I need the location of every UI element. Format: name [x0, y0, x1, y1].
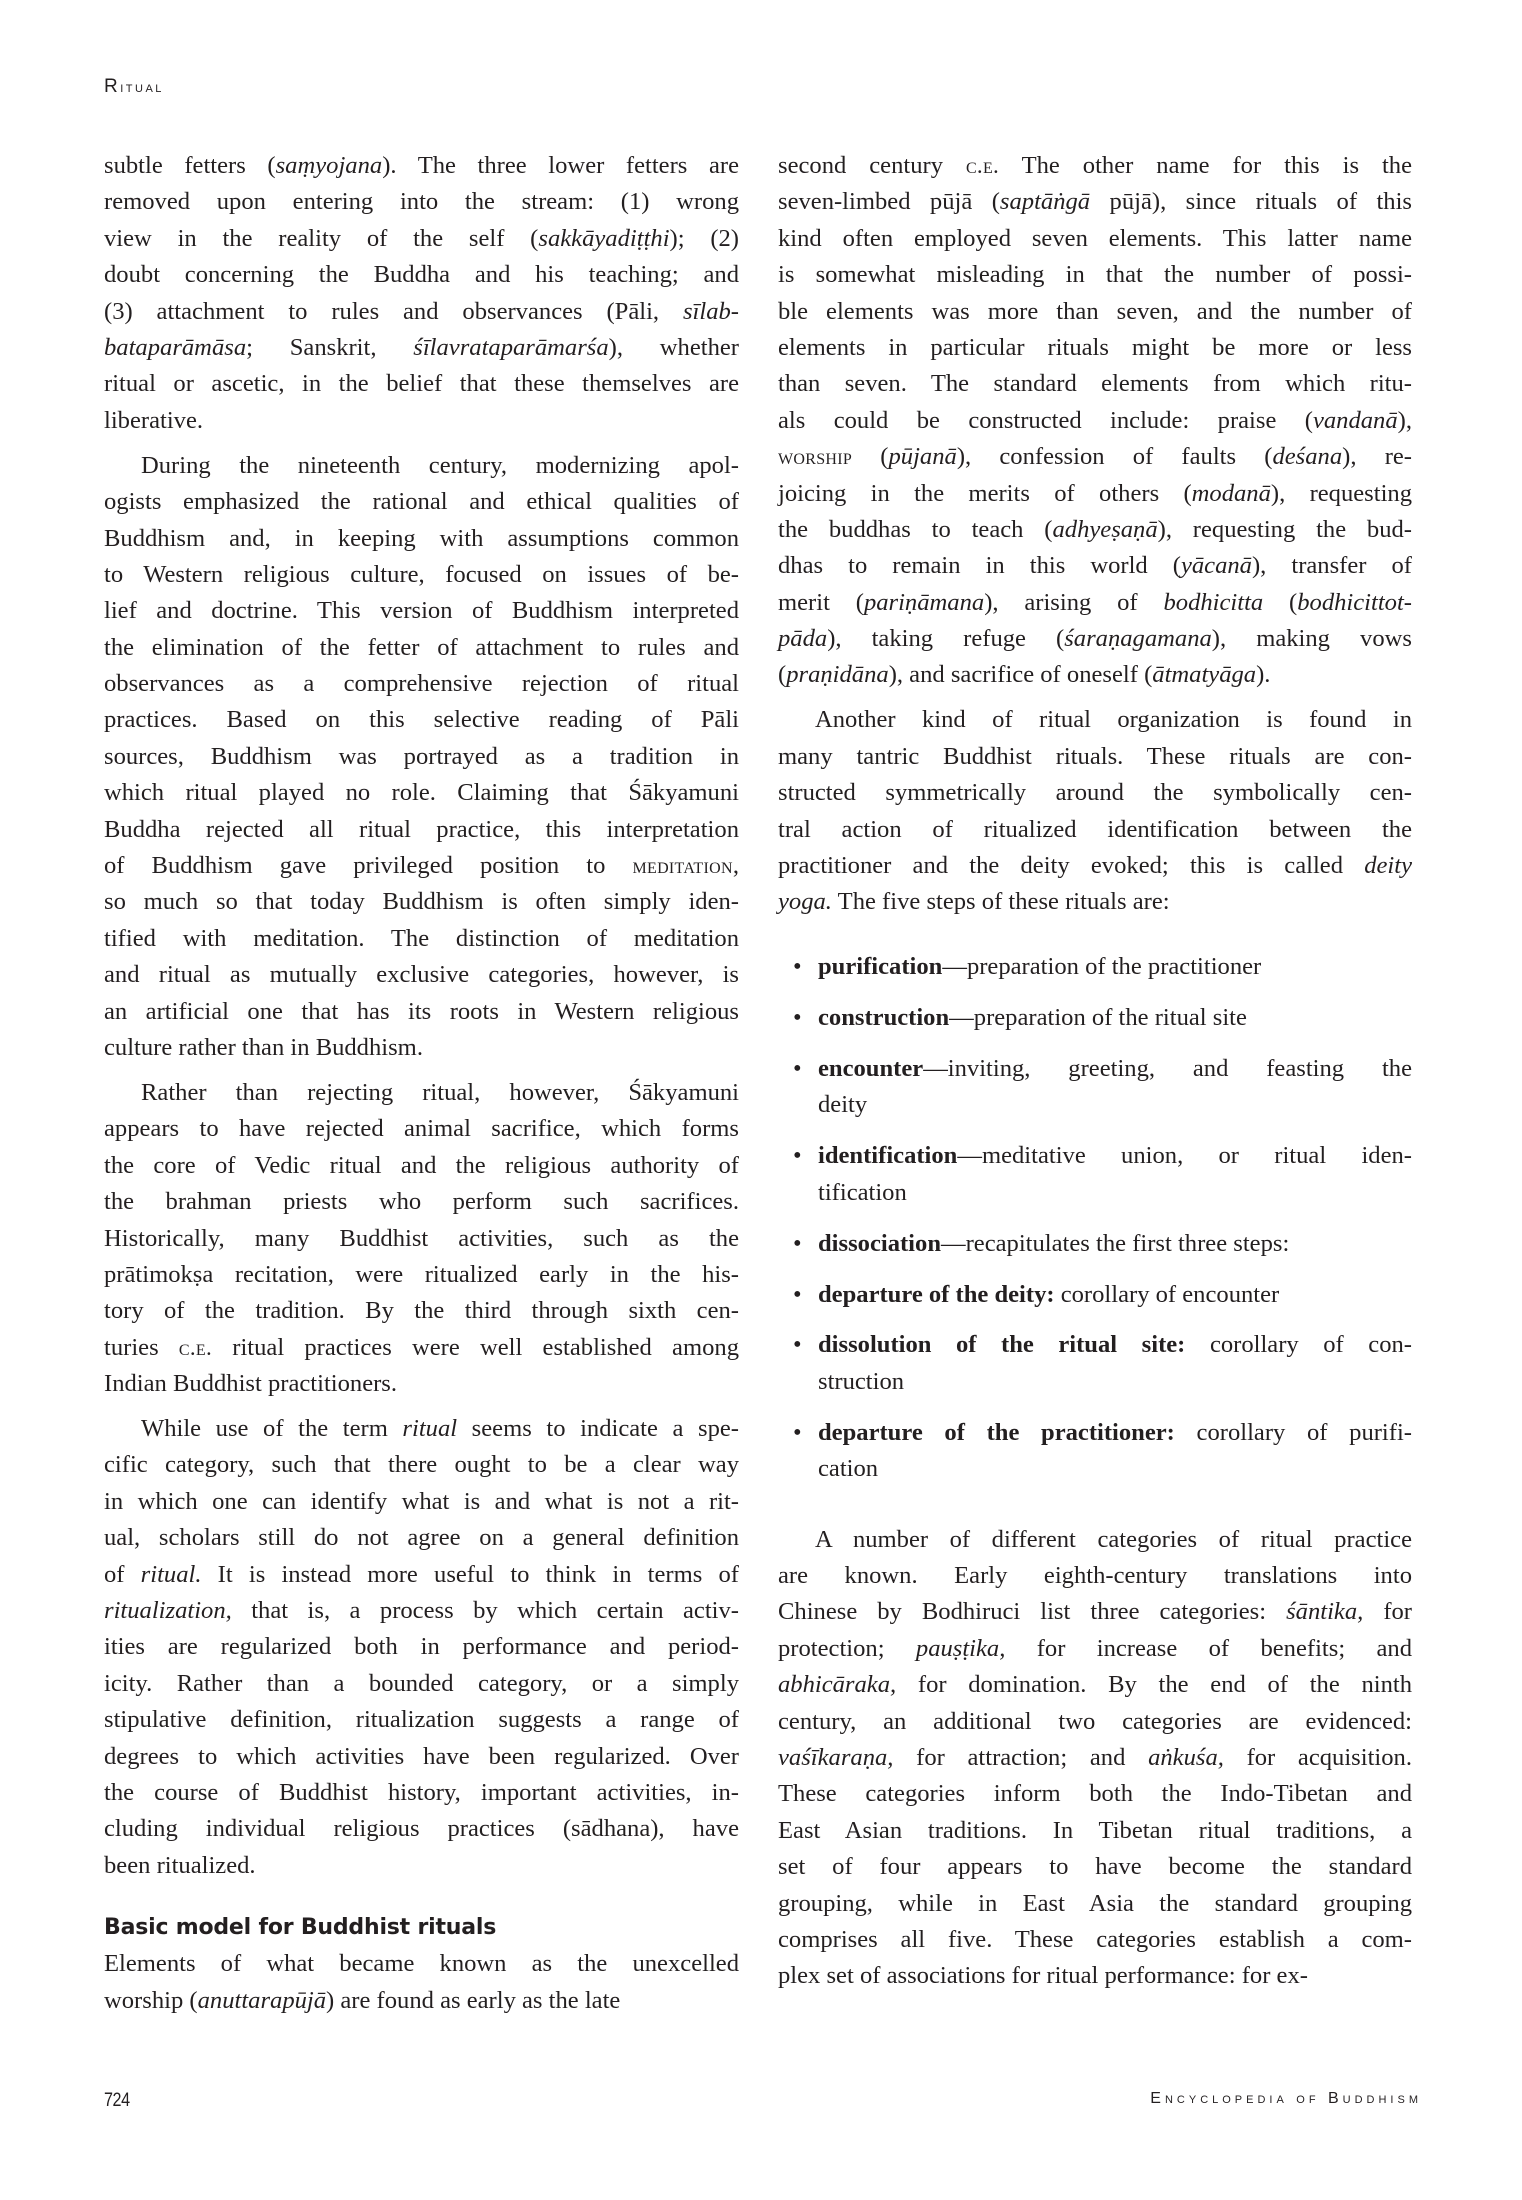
text-run: The five steps of these rituals are: — [831, 888, 1170, 916]
italic-term: abhicāraka, — [778, 1671, 897, 1699]
italic-term: deity — [1364, 852, 1412, 880]
list-item — [778, 1327, 1412, 1400]
paragraph — [104, 1946, 739, 2019]
text-run: comprises all five. These categories establish a com- — [778, 1925, 1412, 1953]
text-run: subtle fetters ( — [104, 152, 276, 179]
separator: — — [942, 952, 967, 980]
text-line — [104, 1557, 739, 1593]
step-description: struction — [818, 1367, 905, 1395]
text-run: lief and doctrine. This version of Buddhism interpreted — [104, 597, 739, 625]
text-run: for domination. By the end of the ninth — [896, 1671, 1412, 1699]
text-run: ble elements was more than seven, and the number of — [778, 297, 1412, 325]
text-run: practitioner and the deity evoked; this is called — [778, 852, 1365, 880]
text-run: ( — [778, 661, 787, 689]
text-run: Another kind of ritual organization is found in — [815, 706, 1412, 734]
list-item — [778, 1277, 1412, 1313]
text-run: prātimokṣa recitation, were ritualized early in the his- — [104, 1260, 739, 1288]
text-run: set of four appears to have become the standard — [778, 1853, 1412, 1881]
text-line — [104, 1330, 739, 1366]
text-run: degrees to which activities have been regularized. Over — [104, 1742, 739, 1770]
text-run: that is, a process by which certain activ- — [231, 1597, 739, 1625]
text-line — [104, 1257, 739, 1293]
text-line — [818, 949, 1412, 985]
step-term: construction — [818, 1003, 950, 1031]
text-run: observances as a comprehensive rejection of ritual — [104, 670, 739, 698]
step-description: preparation of the practitioner — [966, 952, 1262, 980]
text-run: culture rather than in Buddhism. — [104, 1033, 423, 1061]
text-run: been ritualized. — [104, 1851, 256, 1879]
text-line — [104, 630, 739, 666]
text-line — [104, 1946, 739, 1982]
text-run: pūjā), since rituals of this — [1090, 188, 1412, 216]
step-description: cation — [818, 1455, 879, 1483]
bullet-icon: • — [793, 952, 802, 980]
text-run: liberative. — [104, 406, 204, 434]
text-run: als could be constructed include: praise ( — [778, 406, 1313, 434]
list-item — [778, 1226, 1412, 1262]
ritual-steps-list — [778, 949, 1412, 1488]
list-item — [778, 1051, 1412, 1124]
text-run: ritual or ascetic, in the belief that these themselves are — [104, 370, 739, 398]
step-description: deity — [818, 1091, 868, 1119]
text-line — [778, 330, 1412, 366]
text-line — [778, 439, 1412, 475]
text-line — [818, 1175, 1412, 1211]
text-line — [778, 476, 1412, 512]
text-run: ritual practices were well established among — [212, 1333, 739, 1361]
step-description: corollary of con- — [1209, 1331, 1412, 1359]
text-line — [104, 739, 739, 775]
step-description: corollary of purifi- — [1196, 1418, 1412, 1446]
text-line — [818, 1415, 1412, 1451]
text-line — [104, 257, 739, 293]
paragraph — [778, 702, 1412, 920]
text-run: During the nineteenth century, modernizing apol- — [141, 451, 739, 479]
text-run: worship ( — [104, 1986, 198, 2014]
text-line — [104, 1184, 739, 1220]
left-column — [104, 148, 739, 2028]
text-line — [778, 548, 1412, 584]
page-number: 724 — [104, 2090, 130, 2111]
text-line — [104, 994, 739, 1030]
separator: — — [923, 1054, 948, 1082]
step-description: preparation of the ritual site — [973, 1003, 1247, 1031]
text-run: ( — [852, 443, 889, 471]
italic-term: adhyeṣaṇā — [1052, 515, 1158, 543]
text-line — [104, 448, 739, 484]
list-item — [778, 1138, 1412, 1211]
text-line — [104, 848, 739, 884]
text-line — [104, 1484, 739, 1520]
text-line — [778, 294, 1412, 330]
step-term: encounter — [818, 1054, 924, 1082]
text-run: Historically, many Buddhist activities, such as the — [104, 1224, 739, 1252]
text-run: merit ( — [778, 588, 864, 616]
text-line — [778, 1849, 1412, 1885]
text-run: (3) attachment to rules and observances (Pāli, — [104, 297, 683, 325]
text-run: ). — [1256, 661, 1271, 689]
text-line — [778, 512, 1412, 548]
paragraph — [104, 148, 739, 439]
text-line — [104, 1775, 739, 1811]
bullet-icon: • — [793, 1054, 802, 1082]
text-line — [778, 1558, 1412, 1594]
text-run: to Western religious culture, focused on issues of be- — [104, 560, 739, 588]
step-term: dissociation — [818, 1229, 941, 1257]
text-run: cific category, such that there ought to be a clear way — [104, 1451, 739, 1479]
italic-term: śaraṇagamana — [1064, 625, 1212, 653]
separator: — — [941, 1229, 966, 1257]
separator — [1185, 1331, 1210, 1358]
text-run: protection; — [778, 1634, 916, 1662]
text-run: icity. Rather than a bounded category, or a simply — [104, 1669, 739, 1697]
paragraph — [104, 448, 739, 1067]
step-description: recapitulates the first three steps: — [965, 1229, 1290, 1257]
text-line — [104, 1447, 739, 1483]
text-run: joicing in the merits of others ( — [778, 479, 1192, 507]
text-line — [778, 1958, 1412, 1994]
text-run: tral action of ritualized identification between the — [778, 815, 1412, 843]
text-line — [104, 1983, 739, 2019]
italic-term: saṃyojana — [275, 152, 383, 179]
italic-term: bodhicittot- — [1297, 588, 1412, 616]
text-line — [778, 775, 1412, 811]
separator: — — [957, 1142, 982, 1170]
text-line — [778, 1704, 1412, 1740]
text-line — [104, 775, 739, 811]
cross-reference[interactable]: c.e. — [965, 153, 1000, 178]
text-run: ual, scholars still do not agree on a general definition — [104, 1524, 739, 1552]
text-line — [104, 921, 739, 957]
text-run: century, an additional two categories are evidenced: — [778, 1707, 1412, 1735]
text-run: These categories inform both the Indo-Tibetan and — [778, 1780, 1412, 1808]
text-run: of Buddhism gave privileged position to — [104, 852, 633, 880]
cross-reference[interactable]: meditation — [632, 853, 733, 879]
text-line — [778, 184, 1412, 220]
text-run: tory of the tradition. By the third through sixth cen- — [104, 1297, 739, 1325]
text-line — [104, 1593, 739, 1629]
text-run: seems to indicate a spe- — [457, 1415, 739, 1443]
text-run: appears to have rejected animal sacrifice, which forms — [104, 1115, 739, 1143]
text-line — [778, 148, 1412, 184]
text-run: , — [732, 852, 739, 880]
italic-term: vandanā — [1312, 406, 1398, 434]
text-run: ), and sacrifice of oneself ( — [888, 661, 1153, 689]
text-line — [104, 294, 739, 330]
italic-term: saptāṅgā — [999, 188, 1091, 216]
italic-term: śāntika, — [1286, 1598, 1364, 1626]
text-line — [778, 221, 1412, 257]
text-line — [104, 957, 739, 993]
text-run: Elements of what became known as the unexcelled — [104, 1950, 739, 1978]
text-line — [104, 1111, 739, 1147]
text-run: of — [104, 1560, 141, 1588]
text-line — [778, 403, 1412, 439]
text-line — [104, 1702, 739, 1738]
text-line — [104, 1221, 739, 1257]
text-line — [104, 1848, 739, 1884]
text-line — [818, 1087, 1412, 1123]
step-term: purification — [818, 952, 943, 980]
text-line — [818, 1327, 1412, 1363]
italic-term: sīlab- — [682, 297, 739, 325]
text-line — [104, 521, 739, 557]
text-run: ), arising of — [984, 588, 1164, 616]
text-line — [104, 557, 739, 593]
text-run: than seven. The standard elements from which ritu- — [778, 370, 1412, 398]
text-run: cluding individual religious practices (sādhana), have — [104, 1815, 739, 1843]
text-line — [778, 1813, 1412, 1849]
step-term: dissolution of the ritual site: — [818, 1331, 1186, 1359]
text-run: view in the reality of the self ( — [104, 224, 539, 252]
text-run: so much so that today Buddhism is often simply iden- — [104, 888, 739, 916]
text-line — [104, 148, 739, 184]
text-line — [104, 403, 739, 439]
italic-term: deśana — [1272, 443, 1343, 471]
text-run: is somewhat misleading in that the number of possi- — [778, 261, 1412, 289]
text-run: dhas to remain in this world ( — [778, 552, 1181, 580]
text-line — [778, 621, 1412, 657]
text-run: plex set of associations for ritual performance: for ex- — [778, 1962, 1308, 1990]
cross-reference[interactable]: worship — [778, 444, 853, 470]
text-line — [778, 1776, 1412, 1812]
text-line — [818, 1000, 1412, 1036]
text-run: are known. Early eighth-century translations into — [778, 1562, 1412, 1590]
text-run: the buddhas to teach ( — [778, 515, 1053, 543]
bullet-icon: • — [793, 1142, 802, 1170]
text-line — [104, 812, 739, 848]
text-line — [104, 184, 739, 220]
text-line — [778, 1631, 1412, 1667]
text-run: kind often employed seven elements. This latter name — [778, 224, 1412, 252]
text-line — [104, 1811, 739, 1847]
text-run: seven-limbed pūjā ( — [778, 188, 1000, 216]
text-run: Buddhism and, in keeping with assumptions common — [104, 524, 739, 552]
text-run: sources, Buddhism was portrayed as a tradition in — [104, 742, 739, 770]
text-line — [104, 1520, 739, 1556]
separator — [1175, 1419, 1197, 1446]
text-run: ; Sanskrit, — [246, 333, 414, 361]
text-line — [104, 666, 739, 702]
italic-term: modanā — [1191, 479, 1271, 507]
text-line — [104, 1148, 739, 1184]
text-line — [104, 1666, 739, 1702]
text-line — [104, 884, 739, 920]
text-line — [778, 366, 1412, 402]
step-description: inviting, greeting, and feasting the — [947, 1054, 1412, 1082]
text-run: ), making vows — [1211, 625, 1412, 653]
text-run: practices. Based on this selective reading of Pāli — [104, 706, 739, 734]
text-run: Rather than rejecting ritual, however, Śākyamuni — [141, 1078, 739, 1106]
italic-term: aṅkuśa, — [1148, 1743, 1224, 1771]
step-term: identification — [818, 1142, 958, 1170]
italic-term: praṇidāna — [786, 661, 889, 689]
text-line — [778, 585, 1412, 621]
text-line — [778, 1886, 1412, 1922]
text-line — [104, 330, 739, 366]
text-line — [104, 1366, 739, 1402]
step-term: departure of the practitioner: — [818, 1418, 1175, 1446]
text-line — [104, 593, 739, 629]
text-run: Indian Buddhist practitioners. — [104, 1370, 398, 1398]
text-line — [778, 739, 1412, 775]
text-line — [104, 366, 739, 402]
italic-term: anuttarapūjā — [197, 1986, 327, 2014]
text-run: second century — [778, 152, 966, 179]
text-run: the elimination of the fetter of attachment to rules and — [104, 633, 739, 661]
text-run: ities are regularized both in performance and period- — [104, 1633, 739, 1661]
text-line — [778, 1922, 1412, 1958]
paragraph — [778, 1522, 1412, 1995]
text-line — [778, 657, 1412, 693]
step-term: departure of the deity: — [818, 1280, 1055, 1308]
text-run: the core of Vedic ritual and the religious authority of — [104, 1151, 739, 1179]
text-line — [104, 1030, 739, 1066]
separator: — — [949, 1003, 974, 1031]
text-line — [818, 1138, 1412, 1174]
step-description: meditative union, or ritual iden- — [981, 1142, 1412, 1170]
italic-term: ritual — [402, 1415, 458, 1443]
text-run: ( — [1263, 588, 1298, 616]
text-run: Buddha rejected all ritual practice, this interpretation — [104, 815, 739, 843]
italic-term: pāda — [778, 625, 828, 653]
text-run: tified with meditation. The distinction of meditation — [104, 924, 739, 952]
text-run: Chinese by Bodhiruci list three categories: — [778, 1598, 1287, 1626]
text-line — [104, 484, 739, 520]
text-run: for attraction; and — [893, 1743, 1149, 1771]
text-run: in which one can identify what is and what is not a rit- — [104, 1487, 739, 1515]
bullet-icon: • — [793, 1280, 802, 1308]
text-line — [104, 1293, 739, 1329]
italic-term: pūjanā — [888, 443, 957, 471]
running-head: Ritual — [104, 76, 164, 97]
text-run: ); (2) — [669, 224, 739, 252]
text-run: A number of different categories of ritual practice — [815, 1525, 1412, 1553]
text-run: an artificial one that has its roots in Western religious — [104, 997, 739, 1025]
paragraph — [104, 1075, 739, 1403]
text-run: grouping, while in East Asia the standard grouping — [778, 1889, 1412, 1917]
text-run: ), requesting — [1270, 479, 1413, 507]
text-run: The other name for this is the — [999, 152, 1413, 179]
list-item — [778, 1415, 1412, 1488]
step-description: corollary of encounter — [1060, 1280, 1280, 1308]
section-heading: Basic model for Buddhist rituals — [104, 1915, 497, 1941]
text-run: which ritual played no role. Claiming that Śākyamuni — [104, 779, 739, 807]
text-line — [778, 1522, 1412, 1558]
text-run: ), transfer of — [1251, 552, 1412, 580]
text-run: ), confession of faults ( — [956, 443, 1273, 471]
text-line — [104, 702, 739, 738]
text-line — [818, 1364, 1412, 1400]
text-run: East Asian traditions. In Tibetan ritual traditions, a — [778, 1816, 1412, 1844]
italic-term: ritualization, — [104, 1597, 232, 1625]
text-line — [818, 1451, 1412, 1487]
text-line — [778, 257, 1412, 293]
text-line — [778, 1667, 1412, 1703]
text-run: the brahman priests who perform such sacrifices. — [104, 1188, 739, 1216]
italic-term: ātmatyāga — [1152, 661, 1257, 689]
bullet-icon: • — [793, 1331, 802, 1359]
text-run: doubt concerning the Buddha and his teaching; and — [104, 261, 739, 289]
text-run: and ritual as mutually exclusive categories, however, is — [104, 961, 739, 989]
paragraph — [778, 148, 1412, 694]
text-run: for increase of benefits; and — [1005, 1634, 1412, 1662]
text-run: structed symmetrically around the symbolically cen- — [778, 779, 1412, 807]
text-line — [778, 1594, 1412, 1630]
text-run: ), — [1397, 406, 1412, 434]
italic-term: bataparāmāsa — [104, 333, 247, 361]
text-run: ), whether — [608, 333, 739, 361]
italic-term: bodhicitta — [1163, 588, 1264, 616]
text-run: stipulative definition, ritualization suggests a range of — [104, 1706, 739, 1734]
bullet-icon: • — [793, 1229, 802, 1257]
text-run: for acquisition. — [1223, 1743, 1412, 1771]
step-description: tification — [818, 1178, 907, 1206]
right-column — [778, 148, 1412, 2003]
italic-term: ritual. — [140, 1560, 202, 1588]
text-line — [818, 1226, 1412, 1262]
cross-reference[interactable]: c.e. — [178, 1334, 213, 1360]
text-run: ), taking refuge ( — [827, 625, 1065, 653]
text-line — [104, 1411, 739, 1447]
italic-term: śīlavrataparāmarśa — [413, 333, 609, 361]
text-run: ), re- — [1342, 443, 1412, 471]
text-run: for — [1363, 1598, 1412, 1626]
bullet-icon: • — [793, 1003, 802, 1031]
text-run: many tantric Buddhist rituals. These rituals are con- — [778, 742, 1412, 770]
text-line — [104, 1739, 739, 1775]
text-line — [778, 1740, 1412, 1776]
text-run: While use of the term — [141, 1415, 403, 1443]
italic-term: yoga. — [778, 888, 832, 916]
text-line — [778, 812, 1412, 848]
text-run: ), requesting the bud- — [1157, 515, 1413, 543]
text-run: ) are found as early as the late — [326, 1986, 621, 2014]
text-line — [778, 848, 1412, 884]
italic-term: pauṣṭika, — [915, 1634, 1006, 1662]
paragraph — [104, 1411, 739, 1884]
list-item — [778, 1000, 1412, 1036]
text-run: turies — [104, 1333, 179, 1361]
text-run: ). The three lower fetters are — [382, 152, 739, 179]
text-line — [818, 1277, 1412, 1313]
bullet-icon: • — [793, 1418, 802, 1446]
text-run: It is instead more useful to think in terms of — [201, 1560, 739, 1588]
italic-term: sakkāyadiṭṭhi — [538, 224, 670, 252]
book-title: Encyclopedia of Buddhism — [1150, 2090, 1422, 2107]
text-line — [104, 1629, 739, 1665]
text-line — [778, 884, 1412, 920]
text-run: removed upon entering into the stream: (1) wrong — [104, 188, 739, 216]
italic-term: pariṇāmana — [863, 588, 985, 616]
italic-term: vaśīkaraṇa, — [778, 1743, 894, 1771]
text-run: elements in particular rituals might be more or less — [778, 333, 1412, 361]
text-line — [104, 221, 739, 257]
text-run: ogists emphasized the rational and ethical qualities of — [104, 488, 739, 516]
text-line — [778, 702, 1412, 738]
text-line — [104, 1075, 739, 1111]
italic-term: yācanā — [1180, 552, 1252, 580]
text-line — [818, 1051, 1412, 1087]
list-item — [778, 949, 1412, 985]
text-run: the course of Buddhist history, important activities, in- — [104, 1778, 739, 1806]
